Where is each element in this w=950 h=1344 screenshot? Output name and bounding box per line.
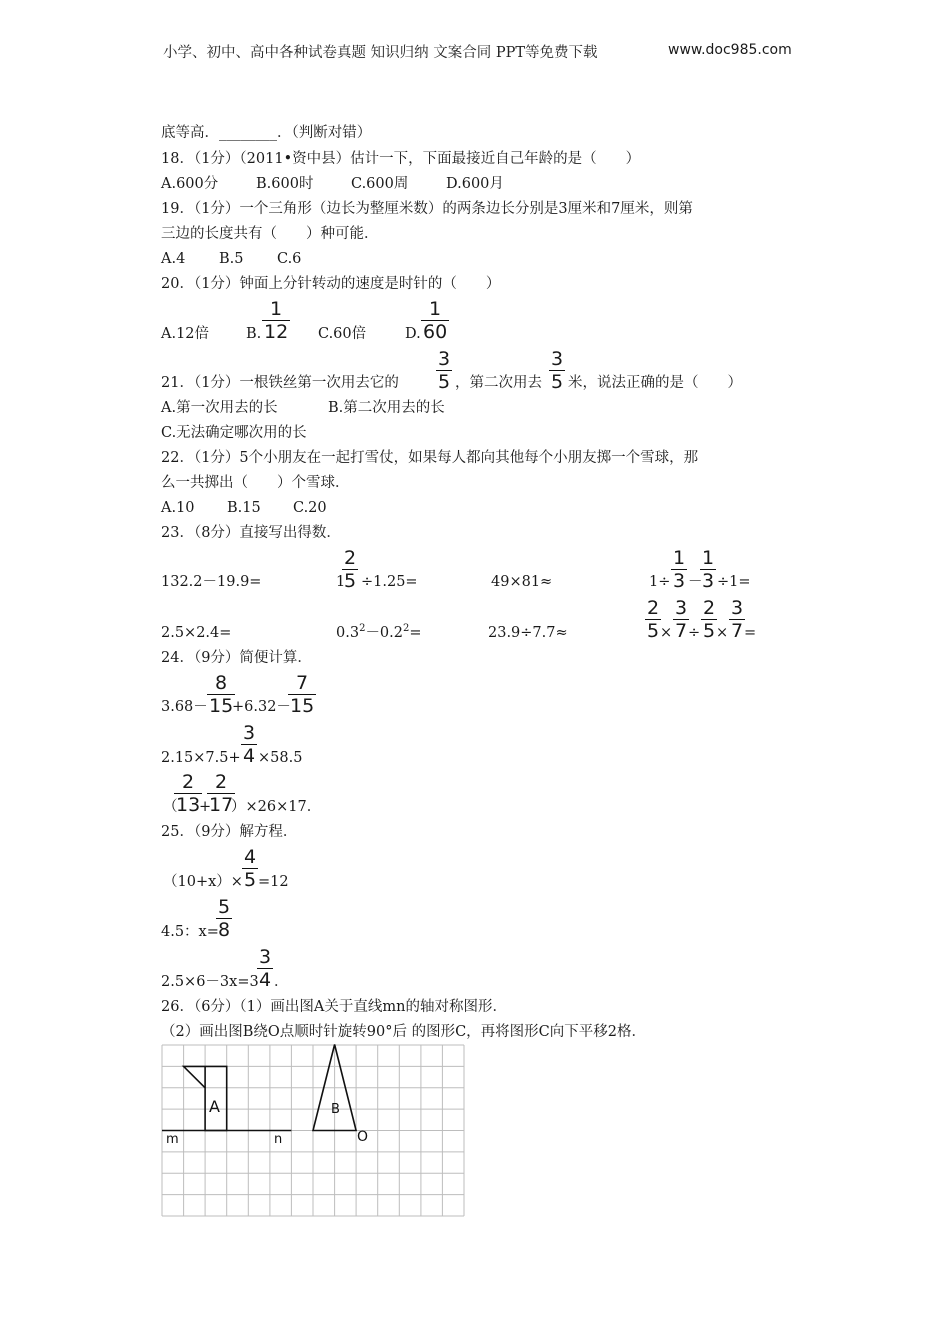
q19-stem-2: 三边的长度共有（ ）种可能． [161,226,379,242]
fraction-1-12: $\frac{1}{12}$ [264,298,289,343]
q19-option-c: C.6 [277,251,302,267]
q21-stem-3: 米，说法正确的是（ ） [568,375,742,391]
fraction-2-13: $\frac{2}{13}$ [176,771,201,816]
fraction-3-5-first: $\frac{3}{5}$ [438,348,451,393]
label-a: A [209,1097,220,1116]
q18-option-a: A.600分 [161,176,219,192]
fraction-4-5: $\frac{4}{5}$ [244,846,257,891]
q22-option-a: A.10 [161,500,195,516]
q18-option-d: D.600月 [446,176,504,192]
q24-expr-2a: 2.15×7.5+ [161,750,241,766]
q20-option-c: C.60倍 [318,326,367,342]
q23-expr-4a: 1÷ [649,574,671,590]
q18-stem: 18．（1分）（2011•资中县）估计一下，下面最接近自己年龄的是（ ） [161,151,641,167]
q23-expr-2-rest: ÷1.25= [361,574,418,590]
q24-expr-3a: （ [163,799,178,815]
q22-option-b: B.15 [227,500,261,516]
label-n: n [274,1132,283,1147]
q19-option-a: A.4 [161,251,186,267]
q23-expr-6: $0.3^2-0.2^2=$ [336,623,422,641]
q23-expr-7: 23.9÷7.7≈ [488,625,568,641]
q23-expr-1: 132.2－19.9= [161,574,262,590]
q21-option-b: B.第二次用去的长 [328,400,445,416]
q25-stem: 25．（9分）解方程． [161,824,298,840]
q18-option-c: C.600周 [351,176,409,192]
q20-option-b: B. [246,326,262,342]
q23-expr-4b: － [688,574,703,590]
q21-stem-1: 21．（1分）一根铁丝第一次用去它的 [161,375,399,391]
q26-part2: （2）画出图B绕O点顺时针旋转90°后 的图形C，再将图形C向下平移2格． [161,1024,646,1040]
label-o: O [357,1129,369,1145]
header-site: www.doc985.com [668,42,792,58]
q23-expr-3: 49×81≈ [491,574,553,590]
q24-expr-3b: + [199,799,212,815]
fraction-3-7-b: $\frac{3}{7}$ [731,597,744,642]
q23-expr-8c: × [716,625,729,641]
q25-eq-3a: 2.5×6－3x=3 [161,974,259,990]
q24-expr-2b: ×58.5 [258,750,303,766]
q24-expr-1a: 3.68－ [161,699,208,715]
q21-option-a: A.第一次用去的长 [161,400,278,416]
q21-stem-2: ，第二次用去 [455,375,542,391]
q24-stem: 24．（9分）简便计算． [161,650,312,666]
q24-expr-3c: ）×26×17． [231,799,322,815]
q20-option-a: A.12倍 [161,326,210,342]
q22-stem-2: 么一共掷出（ ）个雪球． [161,475,350,491]
fraction-7-15: $\frac{7}{15}$ [290,672,315,717]
q25-eq-3b: ． [274,974,289,990]
fraction-3-4-b: $\frac{3}{4}$ [259,946,272,991]
q26-part1: 26．（6分）（1）画出图A关于直线mn的轴对称图形． [161,999,507,1015]
fraction-2-5-c: $\frac{2}{5}$ [703,597,716,642]
q20-stem: 20．（1分）钟面上分针转动的速度是时针的（ ） [161,276,501,292]
q21-option-c: C.无法确定哪次用的长 [161,425,307,441]
fraction-8-15: $\frac{8}{15}$ [209,672,234,717]
q20-option-d: D. [405,326,421,342]
header-text: 小学、初中、高中各种试卷真题 知识归纳 文案合同 PPT等免费下载 [163,45,598,61]
q18-option-b: B.600时 [256,176,314,192]
q23-stem: 23．（8分）直接写出得数． [161,525,341,541]
q23-expr-5: 2.5×2.4= [161,625,232,641]
q23-expr-8b: ÷ [688,625,701,641]
fraction-2-5-mixed: $\frac{2}{5}$ [344,547,357,592]
fraction-2-5-b: $\frac{2}{5}$ [647,597,660,642]
q25-eq-2: 4.5：x= [161,924,219,940]
q23-expr-2-whole: 1 [336,574,346,590]
fraction-3-4-a: $\frac{3}{4}$ [243,722,256,767]
q23-expr-8a: × [660,625,673,641]
grid-figure [161,1044,467,1219]
q22-option-c: C.20 [293,500,327,516]
q19-option-b: B.5 [219,251,244,267]
q19-stem-1: 19．（1分）一个三角形（边长为整厘米数）的两条边长分别是3厘米和7厘米，则第 [161,201,693,217]
q23-expr-4c: ÷1= [717,574,751,590]
fraction-3-5-second: $\frac{3}{5}$ [551,348,564,393]
fraction-1-3-b: $\frac{1}{3}$ [702,547,715,592]
q24-expr-1b: +6.32－ [232,699,291,715]
label-b: B [331,1102,340,1117]
fraction-2-17: $\frac{2}{17}$ [209,771,234,816]
q25-eq-1b: =12 [258,874,289,890]
fraction-1-60: $\frac{1}{60}$ [423,298,448,343]
label-m: m [166,1132,179,1147]
q25-eq-1a: （10+x）× [163,874,243,890]
q22-stem-1: 22．（1分）5个小朋友在一起打雪仗，如果每人都向其他每个小朋友掷一个雪球，那 [161,450,699,466]
fraction-1-3-a: $\frac{1}{3}$ [673,547,686,592]
q23-expr-8d: = [744,625,757,641]
q17-tail: 底等高．________．（判断对错） [161,125,372,141]
fraction-3-7-a: $\frac{3}{7}$ [675,597,688,642]
fraction-5-8: $\frac{5}{8}$ [218,896,231,941]
